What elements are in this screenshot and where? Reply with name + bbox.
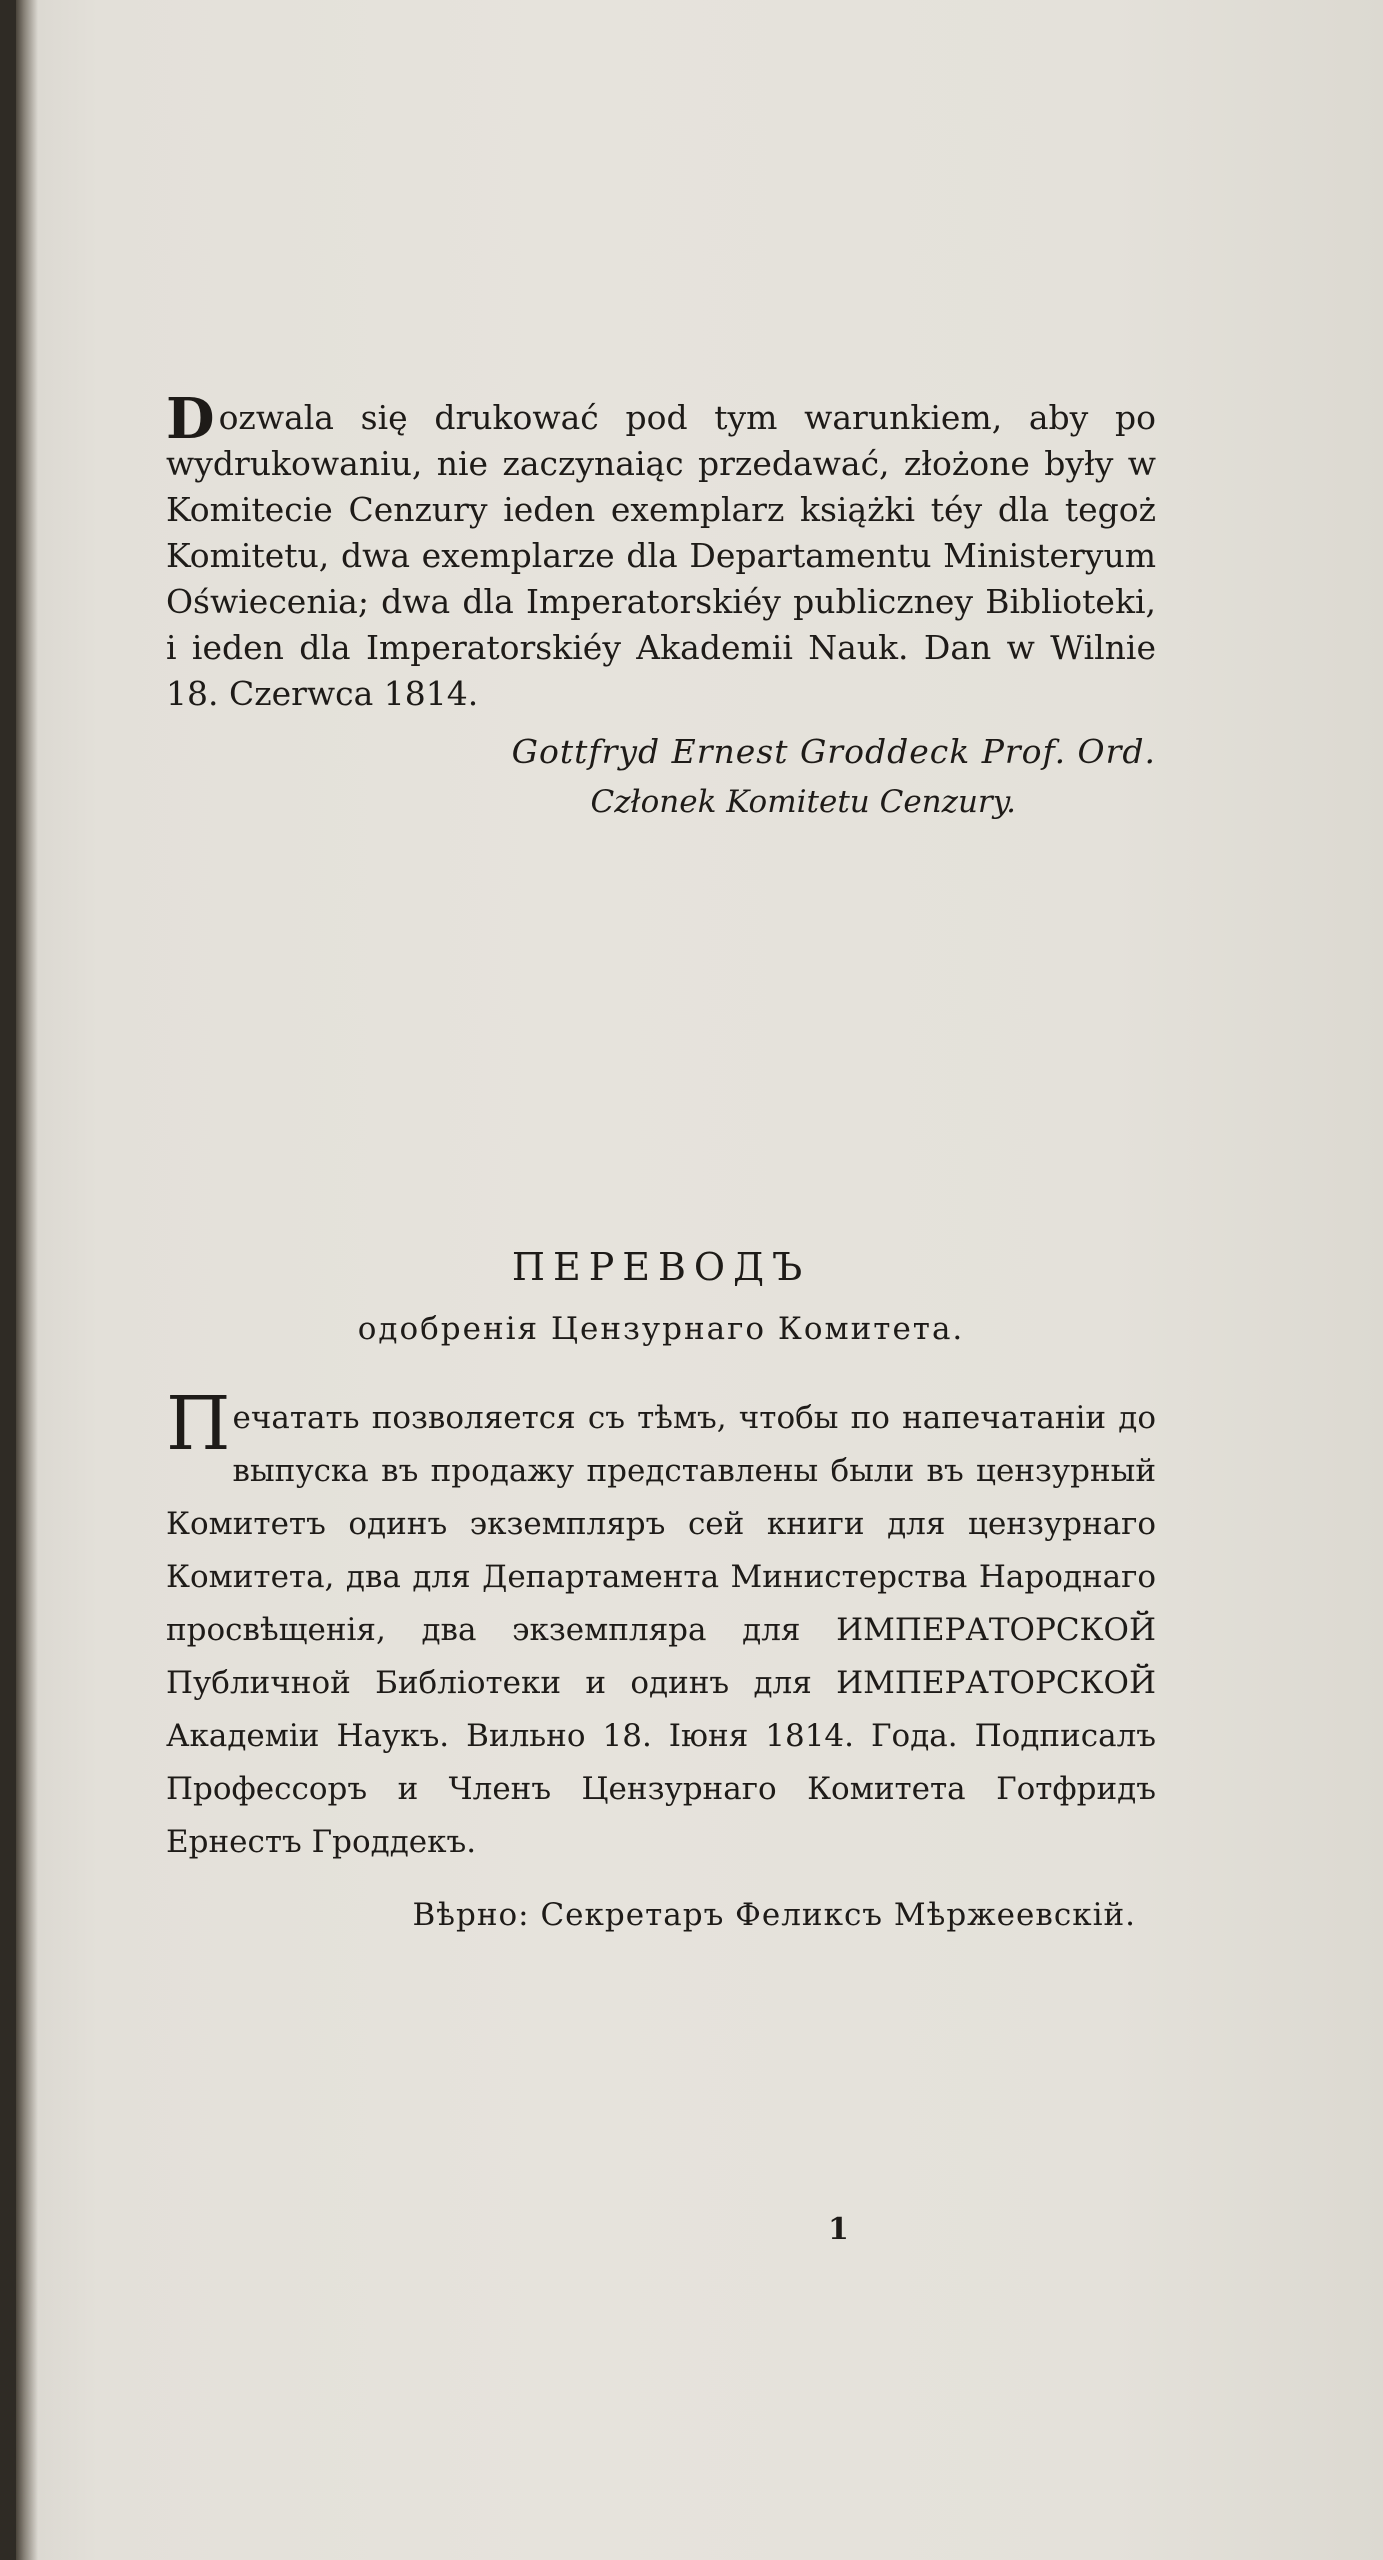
- russian-subtitle: одобренія Цензурнаго Комитета.: [357, 1311, 965, 1347]
- polish-censorship-approval: [166, 386, 1156, 827]
- polish-paragraph-text: ozwala się drukować pod tym warunkiem, aby po wydrukowaniu, nie zaczynaiąc przedawać, złożone były w Komitecie Cenzury ieden exemplarz książki téy dla tegoż Komitetu, dwa exemplarze dla Departamentu Ministeryum Oświecenia; dwa dla Imperatorskiéy publiczney Biblioteki, i ieden dla Imperatorskiéy Akademii Nauk. Dan w Wilnie 18. Czerwca 1814.: [166, 398, 1156, 713]
- russian-title: ПЕРЕВОДЪ: [511, 1245, 811, 1289]
- polish-signature-title: Członek Komitetu Cenzury.: [590, 784, 1016, 820]
- russian-paragraph-text: ечатать позволяется съ тѣмъ, чтобы по напечатаніи до выпуска въ продажу представлены были въ цензурный Комитетъ одинъ экземпляръ сей книги для цензурнаго Комитета, два для Департамента Министерства Народнаго просвѣщенія, два экземпляра для ИМПЕРАТОРСКОЙ Публичной Библіотеки и одинъ для ИМПЕРАТОРСКОЙ Академіи Наукъ. Вильно 18. Іюня 1814. Года. Подписалъ Профессоръ и Членъ Цензурнаго Комитета Готфридъ Ернестъ Гроддекъ.: [166, 1400, 1156, 1860]
- book-spine-shadow: [16, 0, 38, 2560]
- russian-paragraph: [166, 1381, 1156, 1869]
- polish-signature-name: Gottfryd Ernest Groddeck Prof. Ord.: [511, 732, 1156, 771]
- russian-translation: [166, 1240, 1156, 1942]
- russian-dropcap: П: [166, 1381, 231, 1467]
- russian-attestation: Вѣрно: Секретаръ Феликсъ Мѣржеевскій.: [412, 1897, 1136, 1933]
- polish-paragraph: [166, 386, 1156, 717]
- document-page: [16, 0, 1383, 2560]
- page-number: 1: [828, 2212, 849, 2247]
- polish-dropcap: D: [166, 386, 215, 452]
